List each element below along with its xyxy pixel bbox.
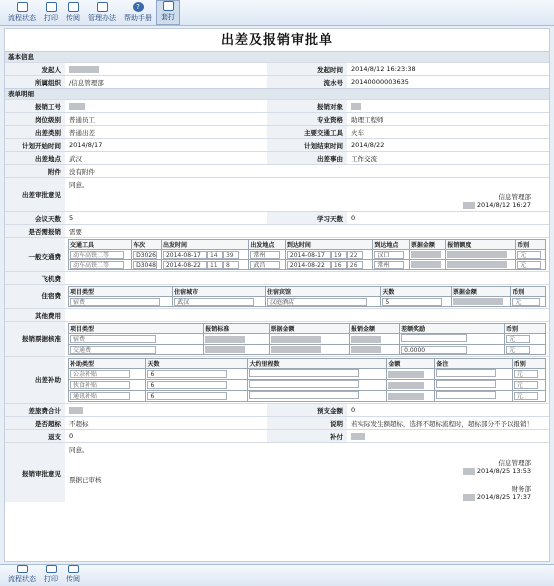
value-total [65, 404, 267, 416]
detail-row [5, 151, 549, 164]
label-attach: 附件 [5, 165, 65, 177]
detail-label: 计划开始时间 [5, 139, 65, 151]
detail-label: 出差事由 [267, 152, 347, 164]
detail-label: 计划结束时间 [267, 139, 347, 151]
row-transport [5, 237, 549, 271]
transport-table-wrap [65, 238, 549, 271]
approval-dept: 信息管理部 [498, 193, 531, 201]
table-header: 住宿城市 [173, 287, 266, 297]
redacted-block [463, 494, 475, 501]
label-other: 其他费用 [5, 309, 65, 321]
diff-reward-input [401, 334, 467, 342]
table-header: 到达地点 [373, 240, 410, 250]
table-cell[interactable] [285, 250, 372, 260]
value-exceed: 不超标 [69, 420, 89, 428]
label-verify: 报销票据核准 [5, 322, 65, 356]
label-study: 学习天数 [267, 212, 347, 224]
table-row [69, 380, 546, 391]
print-button-bottom[interactable]: 打印 [40, 565, 62, 586]
value-sponsor [65, 63, 267, 75]
value-approval [65, 178, 549, 211]
label-hotel: 住宿费 [5, 285, 65, 308]
final-dept-1: 信息管理部 [498, 459, 531, 467]
value-flight [65, 272, 549, 284]
row-final [5, 442, 549, 502]
label-approval: 出差审批意见 [5, 178, 65, 211]
approval-text: 同意。 [69, 181, 89, 189]
subsidy-days-input: 6 [147, 392, 227, 400]
value-org: /信息管理部 [69, 79, 104, 87]
depart-hour-select: 11 [207, 261, 223, 269]
label-sponsor: 发起人 [5, 63, 65, 75]
process-state-icon [17, 565, 28, 573]
table-cell[interactable] [248, 369, 387, 380]
detail-row [5, 125, 549, 138]
table-header: 报销标准 [204, 324, 269, 334]
table-cell[interactable] [269, 334, 350, 345]
currency-select: 元 [506, 335, 530, 343]
table-cell[interactable] [409, 250, 446, 260]
table-cell[interactable] [512, 369, 545, 380]
table-cell[interactable] [132, 250, 162, 260]
row-attach [5, 164, 549, 177]
table-cell[interactable] [350, 334, 400, 345]
detail-value: 工作交流 [351, 155, 377, 163]
hotel-amount-input[interactable] [451, 297, 510, 307]
detail-label: 岗位级别 [5, 113, 65, 125]
table-cell[interactable] [69, 391, 146, 402]
final-sign-1 [69, 467, 545, 475]
value-other [65, 309, 549, 321]
table-cell[interactable] [350, 345, 400, 355]
hotel-currency-select[interactable] [511, 297, 546, 307]
row-other [5, 308, 549, 321]
arrive-date-input: 2014-08-22 [287, 261, 331, 269]
table-cell[interactable] [435, 369, 512, 380]
table-cell[interactable] [161, 260, 248, 270]
table-cell[interactable] [69, 260, 132, 270]
table-header: 票据金额 [451, 287, 510, 297]
redacted-block [205, 346, 245, 353]
bottom-toolbar [0, 564, 554, 586]
redacted-block [447, 251, 507, 258]
section-basic: 基本信息 [5, 51, 549, 62]
currency-select: 元 [514, 370, 538, 378]
table-row [69, 250, 546, 260]
value-pay [347, 430, 549, 442]
hotel-days-value: 5 [382, 298, 442, 306]
hotel-city-value: 武汉 [174, 298, 254, 306]
subsidy-table [68, 358, 546, 402]
diff-reward-input: 0.0000 [401, 346, 467, 354]
redacted-block [453, 298, 503, 305]
table-cell[interactable] [373, 250, 410, 260]
table-header: 大约里程数 [248, 359, 387, 369]
value-attach[interactable]: 没有附件 [69, 168, 95, 176]
row-refund [5, 429, 549, 442]
redacted-block [463, 468, 475, 475]
row-sponsor [5, 62, 549, 75]
redacted-block [69, 407, 83, 414]
table-header: 报销金额 [350, 324, 400, 334]
row-org [5, 75, 549, 88]
mileage-input [249, 369, 359, 377]
approval-form [4, 28, 550, 562]
print-icon [46, 565, 57, 573]
redacted-block [351, 346, 381, 353]
top-toolbar [0, 0, 554, 26]
verify-table-wrap [65, 322, 549, 356]
currency-select: 元 [517, 261, 541, 269]
currency-select: 元 [506, 346, 530, 354]
table-cell[interactable] [69, 345, 204, 355]
detail-value: 助理工程师 [351, 116, 384, 124]
detail-value: 普通员工 [69, 116, 95, 124]
arrive-place-input: 汉口 [374, 251, 404, 259]
redacted-block [271, 336, 321, 343]
arrive-hour-select: 19 [331, 251, 347, 259]
hotel-city-input[interactable] [173, 297, 266, 307]
table-row [69, 334, 546, 345]
label-advance: 预支金额 [267, 404, 347, 416]
table-header: 项目类型 [69, 287, 173, 297]
table-cell[interactable] [249, 250, 286, 260]
table-cell[interactable] [146, 391, 248, 402]
table-cell[interactable] [69, 250, 132, 260]
subsidy-days-input: 6 [147, 370, 227, 378]
table-cell[interactable] [387, 380, 435, 391]
remark-input [436, 391, 496, 399]
hotel-type-select[interactable] [69, 297, 173, 307]
remark-input [436, 369, 496, 377]
redacted-block [388, 382, 424, 389]
table-header: 车次 [132, 240, 162, 250]
label-transport: 一般交通费 [5, 238, 65, 271]
process-state-button-bottom[interactable]: 流程状态 [4, 565, 40, 586]
page-title: 出差及报销审批单 [220, 33, 333, 48]
table-cell[interactable] [516, 260, 546, 270]
table-cell[interactable] [435, 380, 512, 391]
table-header: 到达时间 [285, 240, 372, 250]
redacted-block [271, 346, 321, 353]
depart-date-input: 2014-08-17 [163, 251, 207, 259]
vehicle-select: 动车高铁二等 [70, 251, 124, 259]
detail-row [5, 99, 549, 112]
table-header: 差额奖励 [400, 324, 505, 334]
table-cell[interactable] [435, 391, 512, 402]
circulate-button[interactable]: 传阅 [62, 0, 84, 25]
detail-value [65, 100, 267, 112]
depart-place-input: 武昌 [250, 261, 280, 269]
table-cell[interactable] [400, 334, 505, 345]
final-text-2: 票据已审核 [69, 476, 102, 484]
value-refund: 0 [69, 432, 74, 440]
arrive-hour-select: 16 [331, 261, 347, 269]
print-icon [46, 2, 57, 12]
table-cell[interactable] [249, 260, 286, 270]
detail-label: 出差类别 [5, 126, 65, 138]
circulate-button-bottom[interactable]: 传阅 [62, 565, 84, 586]
table-cell[interactable] [69, 334, 204, 345]
label-refund: 退支 [5, 430, 65, 442]
hotel-currency-value: 元 [512, 298, 540, 306]
label-total: 差旅费合计 [5, 404, 65, 416]
table-header: 天数 [381, 287, 452, 297]
table-cell[interactable] [285, 260, 372, 270]
detail-value: 普通出差 [69, 129, 95, 137]
circulate-icon [68, 2, 79, 12]
table-header: 出发时间 [161, 240, 248, 250]
help-button[interactable]: ? 帮助手册 [124, 3, 152, 22]
final-time-2: 2014/8/25 17:37 [476, 493, 531, 501]
redacted-block [463, 202, 475, 209]
hotel-type-value: 宿费 [70, 298, 160, 306]
print-button[interactable]: 打印 [40, 0, 62, 25]
mileage-input [249, 391, 359, 399]
table-header: 票据金额 [409, 240, 446, 250]
label-pay: 补付 [267, 430, 347, 442]
final-time-1: 2014/8/25 13:53 [476, 467, 531, 475]
train-no-input: D3026 [133, 251, 157, 259]
table-cell[interactable] [387, 369, 435, 380]
table-header: 币别 [511, 287, 546, 297]
currency-select: 元 [514, 381, 538, 389]
table-row [69, 391, 546, 402]
final-sign-2 [69, 493, 545, 501]
depart-date-input: 2014-08-22 [163, 261, 207, 269]
process-state-button[interactable]: 流程状态 [4, 0, 40, 25]
redacted-block [351, 336, 381, 343]
detail-row [5, 112, 549, 125]
table-row [69, 260, 546, 270]
table-cell[interactable] [204, 345, 269, 355]
detail-value: 火车 [351, 129, 364, 137]
detail-value: 2014/8/22 [351, 141, 385, 149]
label-serial: 流水号 [267, 76, 347, 88]
remark-input [436, 380, 496, 388]
train-no-input: D3048 [133, 261, 157, 269]
table-header: 币别 [504, 324, 545, 334]
subsidy-table-wrap [65, 357, 549, 403]
row-flight [5, 271, 549, 284]
arrive-place-input: 常州 [374, 261, 404, 269]
depart-hour-select: 14 [207, 251, 223, 259]
circulate-icon [68, 565, 79, 573]
table-header: 票据金额 [269, 324, 350, 334]
label-org: 所属组织 [5, 76, 65, 88]
label-meeting: 会议天数 [5, 212, 65, 224]
table-cell[interactable] [446, 250, 516, 260]
table-header: 项目类型 [69, 324, 204, 334]
row-verify [5, 321, 549, 356]
process-state-icon [17, 2, 28, 12]
verify-table [68, 323, 546, 355]
transport-table [68, 239, 546, 270]
redacted-block [388, 371, 424, 378]
item-type-select: 交通费 [70, 346, 156, 354]
detail-label: 主要交通工具 [267, 126, 347, 138]
detail-row [5, 138, 549, 151]
currency-select: 元 [517, 251, 541, 259]
subsidy-type-select: 伙食补贴 [70, 381, 130, 389]
label-exceed: 是否超标 [5, 417, 65, 429]
item-type-select: 宿费 [70, 335, 156, 343]
management-icon [97, 2, 108, 12]
table-cell[interactable] [512, 380, 545, 391]
redacted-block [69, 66, 99, 73]
help-icon: ? [133, 2, 144, 12]
arrive-date-input: 2014-08-17 [287, 251, 331, 259]
table-header: 报销额度 [446, 240, 516, 250]
hotel-name-input[interactable] [266, 297, 381, 307]
currency-select: 元 [514, 392, 538, 400]
label-note: 说明 [267, 417, 347, 429]
hotel-days-input[interactable] [381, 297, 452, 307]
value-reimb-need: 需要 [69, 228, 82, 236]
label-time: 发起时间 [267, 63, 347, 75]
template-print-icon [163, 1, 174, 11]
row-exceed [5, 416, 549, 429]
value-note: 若实际发生额超标，选择不超标流程时，超标部分不予以报销！ [351, 420, 533, 428]
depart-place-input: 常州 [250, 251, 280, 259]
detail-value: 2014/8/17 [69, 141, 103, 149]
table-header: 备注 [435, 359, 512, 369]
value-advance: 0 [351, 406, 356, 414]
redacted-block [411, 251, 441, 258]
value-serial: 20140000003635 [351, 78, 409, 86]
hotel-name-value: 汉庭酒店 [267, 298, 367, 306]
table-cell[interactable] [161, 250, 248, 260]
table-cell[interactable] [409, 260, 446, 270]
row-total [5, 403, 549, 416]
table-cell[interactable] [516, 250, 546, 260]
detail-value [347, 100, 549, 112]
redacted-block [351, 433, 365, 440]
arrive-min-select: 22 [347, 251, 363, 259]
detail-label: 报销对象 [267, 100, 347, 112]
table-header: 天数 [146, 359, 248, 369]
table-cell[interactable] [146, 380, 248, 391]
table-cell[interactable] [387, 391, 435, 402]
row-subsidy [5, 356, 549, 403]
table-header: 金额 [387, 359, 435, 369]
redacted-block [447, 261, 507, 268]
redacted-block [351, 103, 361, 110]
table-row [69, 369, 546, 380]
value-time: 2014/8/12 16:23:38 [351, 65, 416, 73]
management-button[interactable]: 管理办法 [84, 0, 120, 25]
table-cell[interactable] [446, 260, 516, 270]
table-header: 补助类型 [69, 359, 146, 369]
label-flight: 飞机费 [5, 272, 65, 284]
value-final [65, 443, 549, 502]
approval-sign-line [69, 201, 545, 209]
subsidy-type-select: 通讯补贴 [70, 392, 130, 400]
table-header: 币别 [516, 240, 546, 250]
table-header: 交通工具 [69, 240, 132, 250]
table-header: 住宿宾馆 [266, 287, 381, 297]
table-row [69, 345, 546, 355]
detail-value: 武汉 [69, 155, 82, 163]
hotel-table [68, 286, 546, 307]
redacted-block [205, 336, 245, 343]
template-print-button[interactable]: 套打 [156, 0, 180, 25]
table-cell[interactable] [248, 380, 387, 391]
table-cell[interactable] [248, 391, 387, 402]
depart-min-select: 8 [223, 261, 239, 269]
subsidy-days-input: 6 [147, 381, 227, 389]
subsidy-type-select: 公杂补贴 [70, 370, 130, 378]
section-detail: 表单明细 [5, 88, 549, 99]
depart-min-select: 39 [223, 251, 239, 259]
table-cell[interactable] [504, 345, 545, 355]
final-text-1: 同意。 [69, 446, 89, 454]
table-cell[interactable] [204, 334, 269, 345]
table-header: 币别 [512, 359, 545, 369]
table-cell[interactable] [504, 334, 545, 345]
final-dept-2: 财务部 [511, 485, 531, 493]
value-study: 0 [351, 214, 356, 222]
detail-label: 出差地点 [5, 152, 65, 164]
redacted-block [69, 103, 85, 110]
detail-label: 报销工号 [5, 100, 65, 112]
hotel-table-wrap [65, 285, 549, 308]
label-final: 报销审批意见 [5, 443, 65, 502]
table-cell[interactable] [69, 380, 146, 391]
vehicle-select: 动车高铁二等 [70, 261, 124, 269]
value-meeting: 5 [69, 214, 74, 222]
table-cell[interactable] [373, 260, 410, 270]
label-reimb-need: 是否需报销 [5, 225, 65, 237]
detail-label: 专业资格 [267, 113, 347, 125]
table-cell[interactable] [146, 369, 248, 380]
redacted-block [411, 261, 441, 268]
row-hotel [5, 284, 549, 308]
row-reimb-need [5, 224, 549, 237]
redacted-block [388, 393, 424, 400]
label-subsidy: 出差补助 [5, 357, 65, 403]
table-cell[interactable] [269, 345, 350, 355]
table-cell[interactable] [69, 369, 146, 380]
arrive-min-select: 26 [347, 261, 363, 269]
row-meeting [5, 211, 549, 224]
approval-time: 2014/8/12 16:27 [476, 201, 531, 209]
mileage-input [249, 380, 359, 388]
table-row [69, 297, 546, 307]
table-cell[interactable] [512, 391, 545, 402]
table-cell[interactable] [400, 345, 505, 355]
table-header: 出发地点 [249, 240, 286, 250]
row-approval [5, 177, 549, 211]
table-cell[interactable] [132, 260, 162, 270]
